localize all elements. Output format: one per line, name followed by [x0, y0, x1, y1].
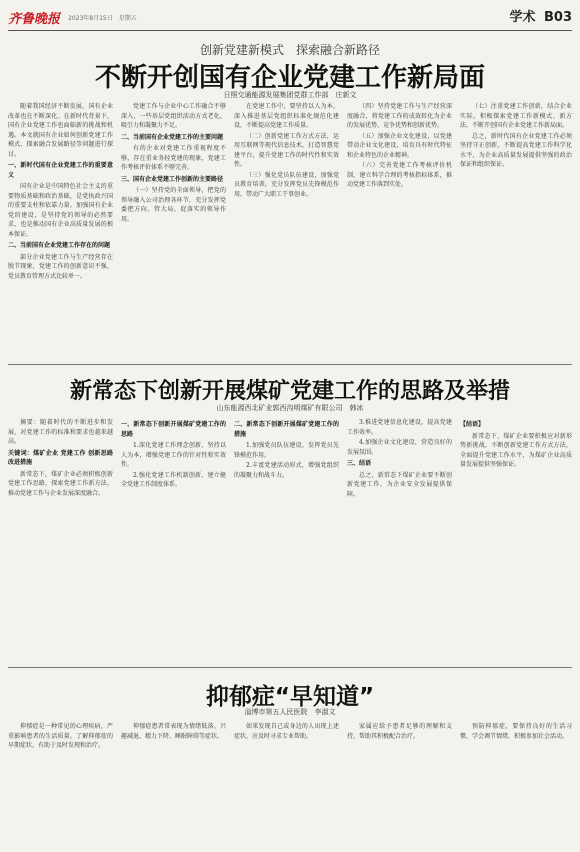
page-header — [8, 6, 572, 28]
paragraph: 如果发现自己或身边的人出现上述症状，应及时寻求专业帮助。 — [234, 723, 339, 740]
article2-column-5 — [460, 418, 572, 658]
paragraph: 总之，新常态下煤矿企业要不断创新党建工作，为企业安全发展提供保障。 — [347, 471, 452, 498]
subheading: 【结语】 — [460, 421, 485, 428]
paragraph: 抑郁症是一种常见的心理疾病，严重影响患者的生活质量。了解抑郁症的早期症状，有助于及时发现和治疗。 — [8, 723, 113, 749]
paragraph: 摘要：随着时代的不断进步和发展，对党建工作的标准和要求也越来越高。 — [8, 419, 113, 445]
article3-column-4 — [347, 722, 452, 846]
subheading: 三、国有企业党建工作创新的主要路径 — [121, 175, 224, 183]
article2-column-4 — [347, 418, 452, 658]
paragraph: 3.推进党建信息化建设，提高党建工作效率。 — [347, 419, 452, 436]
article1-column-5 — [460, 102, 572, 358]
article2-byline: 山东能源西北矿业郭西沟明煤矿有限公司 韩冰 — [216, 404, 364, 412]
article1-column-4 — [347, 102, 452, 358]
subheading: 一、新时代国有企业党建工作的重要意义 — [8, 162, 113, 179]
issue-date: 2023年8月15日 星期五 — [68, 15, 137, 22]
article3-byline: 淄博市第五人民医院 李淑文 — [244, 708, 336, 716]
paragraph: （七）注重党建工作创新，结合企业实际，积极探索党建工作新模式、新方法，不断开创国有企业党建工作新局面。 — [460, 103, 572, 129]
paragraph: 4.加强企业文化建设，营造良好的发展氛围。 — [347, 439, 452, 456]
article3-column-2 — [121, 722, 226, 846]
paragraph: 2.强化党建工作机制创新，建立健全党建工作制度体系。 — [121, 471, 226, 488]
keywords: 关键词：煤矿企业 党建工作 创新思路 改进措施 — [8, 449, 113, 466]
paragraph: 新常态下，煤矿企业要积极应对新形势新挑战，不断创新党建工作方式方法，全面提升党建工作水平，为煤矿企业高质量发展提供坚强保证。 — [460, 432, 572, 468]
paragraph: 有的企业对党建工作重视程度不够，存在重业务轻党建的现象，党建工作考核评价体系不够完善。 — [121, 145, 226, 171]
paragraph: 抑郁症患者常表现为情绪低落、兴趣减退、精力下降、睡眠障碍等症状。 — [121, 723, 226, 740]
article2-column-3 — [234, 418, 339, 658]
article3-column-5 — [460, 722, 572, 846]
paragraph: 家属应给予患者足够的理解和支持，帮助其积极配合治疗。 — [347, 723, 452, 740]
paragraph: （四）坚持党建工作与生产经营深度融合，将党建工作的成效转化为企业的发展优势、竞争优势和创新优势。 — [347, 103, 452, 129]
paragraph: 1.深化党建工作理念创新，坚持以人为本，增强党建工作的针对性和实效性。 — [121, 442, 226, 468]
article3-column-1 — [8, 722, 113, 846]
article2-column-1 — [8, 418, 113, 658]
section-name: 学术 — [509, 10, 536, 25]
article1-column-3 — [234, 102, 339, 358]
subheading: 一、新常态下创新开展煤矿党建工作的思路 — [121, 421, 226, 438]
paragraph: 2.丰富党建活动形式，增强党组织的凝聚力和战斗力。 — [234, 462, 339, 479]
paragraph: （三）强化党员队伍建设，加强党员教育培训，充分发挥党员先锋模范作用，带动广大职工干事创业。 — [234, 171, 339, 198]
masthead-logo: 齐鲁晚报 — [8, 12, 61, 27]
paragraph: （六）完善党建工作考核评价机制，建立科学合理的考核指标体系，推动党建工作落到实处。 — [347, 162, 452, 188]
paragraph: （二）创新党建工作方式方法，运用互联网等现代信息技术，打造智慧党建平台，提升党建工作的时代性和实效性。 — [234, 132, 339, 168]
article1-title: 不断开创国有企业党建工作新局面 — [94, 63, 485, 93]
paragraph: （一）坚持党的全面领导，把党的领导融入公司治理各环节，充分发挥党委把方向、管大局、促落实的领导作用。 — [121, 187, 226, 223]
header-rule — [8, 30, 572, 31]
article2-column-2 — [121, 418, 226, 658]
paragraph: 预防抑郁症，要保持良好的生活习惯，学会调节情绪，积极参加社会活动。 — [460, 723, 572, 740]
paragraph: 新常态下，煤矿企业必须积极创新党建工作思路，探索党建工作新方法，推动党建工作与企业发展深度融合。 — [8, 470, 113, 497]
subheading: 二、当前国有企业党建工作的主要问题 — [121, 133, 224, 141]
article1-column-1 — [8, 102, 113, 358]
subheading: 三、结语 — [347, 460, 372, 467]
section-divider — [8, 667, 572, 668]
paragraph: 党建工作与企业中心工作融合不够深入，一些基层党组织活动方式老化，吸引力和凝聚力不足。 — [121, 103, 226, 129]
article3-column-3 — [234, 722, 339, 846]
article2-title: 新常态下创新开展煤矿党建工作的思路及举措 — [69, 379, 510, 404]
article1-kicker: 创新党建新模式 探索融合新路径 — [199, 43, 380, 57]
subheading: 二、当前国有企业党建工作存在的问题 — [8, 242, 111, 249]
article3-title: 抑郁症“早知道” — [205, 684, 375, 710]
paragraph: （五）加强企业文化建设，以党建带动企业文化建设，培育具有时代特征和企业特色的企业精神。 — [347, 132, 452, 159]
paragraph: 部分企业党建工作与生产经营存在脱节现象，党建工作的创新意识不强，党员教育管理方式比较单一。 — [8, 253, 113, 280]
paragraph: 随着我国经济不断发展，国有企业改革也在不断深化。在新时代背景下，国有企业党建工作也面临新的挑战和机遇。本文就国有企业如何创新党建工作模式、探索融合发展路径等问题进行探讨。 — [8, 103, 113, 158]
section-label — [505, 6, 572, 25]
subheading: 二、新常态下创新开展煤矿党建工作的措施 — [234, 421, 339, 438]
article1-column-2 — [121, 102, 226, 358]
paragraph: 1.加强党员队伍建设，发挥党员先锋模范作用。 — [234, 442, 339, 459]
page-number: B03 — [544, 10, 572, 25]
article1-byline: 日照交通能源发展集团党群工作部 庄新文 — [223, 91, 357, 99]
paragraph: 总之，新时代国有企业党建工作必须坚持守正创新，不断提高党建工作科学化水平，为企业高质量发展提供坚强的政治保证和组织保证。 — [460, 132, 572, 168]
section-divider — [8, 364, 572, 365]
paragraph: 国有企业是中国特色社会主义的重要物质基础和政治基础，是党执政兴国的重要支柱和依靠力量。加强国有企业党的建设，是坚持党的领导的必然要求，也是推动国有企业高质量发展的根本保证。 — [8, 183, 113, 238]
paragraph: 在党建工作中，要坚持以人为本，深入推进基层党组织标准化规范化建设，不断提高党建工作质量。 — [234, 103, 339, 129]
